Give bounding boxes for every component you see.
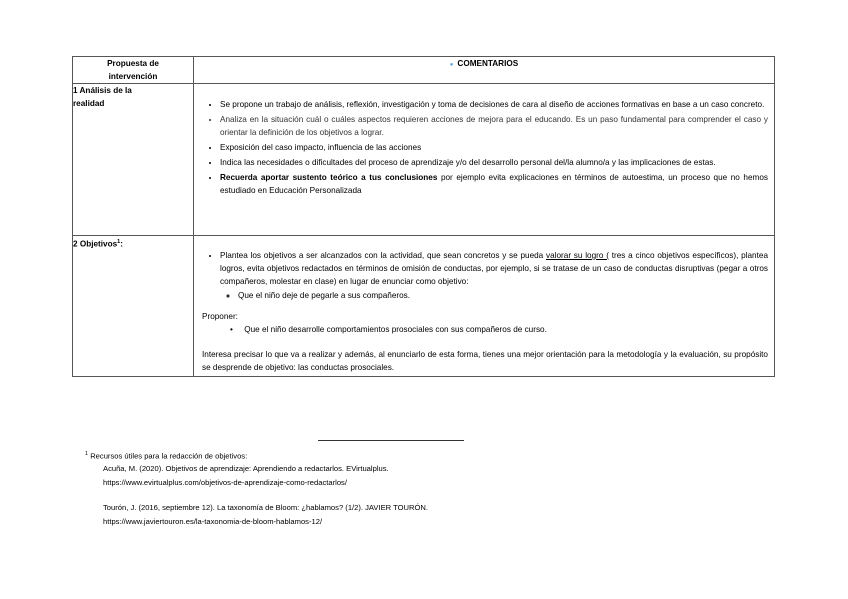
list-item	[220, 249, 768, 302]
objectives-text-post: tres a cinco objetivos específicos), plantea logros, evita objetivos redactados en términos de omisión de conductas, por ejemplo, si se tratase de un caso de conductas disruptivas (pegar a otros compañeros, molestar en clase) en lugar de enunciar como objetivo:	[220, 251, 768, 286]
table-row	[73, 84, 775, 236]
row2-label-cell	[73, 236, 194, 377]
row2-label-suffix: :	[120, 239, 123, 249]
list-item: • Indica las necesidades o dificultades del proceso de aprendizaje y/o del desarrollo personal del/la alumno/a y las implicaciones de estas.	[220, 156, 768, 169]
row1-comments-cell	[194, 84, 775, 236]
footnote-ref1-line2	[85, 476, 347, 489]
row2-bullet-list	[194, 249, 768, 302]
list-item	[220, 171, 768, 197]
footnote-intro	[85, 448, 247, 463]
header-proposal-line2: intervención	[108, 72, 158, 81]
proponer-item: • Que el niño desarrolle comportamientos prosociales con sus compañeros de curso.	[230, 325, 547, 334]
footnote-separator	[318, 440, 464, 441]
list-item: ◦ Que el niño deje de pegarle a sus compañeros.	[238, 289, 768, 302]
row2-comments-cell	[194, 236, 775, 377]
header-proposal-cell	[73, 57, 194, 84]
ref1-citation: Acuña, M. (2020). Objetivos de aprendizaje: Aprendiendo a redactarlos. EVirtualplus.	[103, 464, 389, 473]
sub-bullet-list	[220, 289, 768, 302]
row1-label-line2: realidad	[73, 99, 105, 108]
row1-bullet-list	[194, 98, 768, 197]
row1-label-line1: 1 Análisis de la	[73, 86, 132, 95]
ref2-link[interactable]: https://www.javiertouron.es/la-taxonomia-de-bloom-hablamos-12/	[103, 517, 323, 526]
header-proposal-line1: Propuesta de	[107, 59, 159, 68]
bullet-dot-icon: ●	[449, 62, 454, 68]
list-item: • Analiza en la situación cuál o cuáles aspectos requieren acciones de mejora para el educando. Es un paso fundamental para comprender el caso y orientar la definición de los objetivos a lograr.	[220, 113, 768, 139]
proponer-label: Proponer:	[202, 312, 238, 321]
footnote-ref1-line1	[85, 462, 389, 475]
proponer-item-text: Que el niño desarrolle comportamientos prosociales con sus compañeros de curso.	[244, 325, 547, 334]
objectives-text-pre: Plantea los objetivos a ser alcanzados con la actividad, que sean concretos y se pueda	[220, 251, 547, 260]
footnote-ref: 1	[117, 239, 121, 245]
objectives-underlined: valorar su logro (	[546, 251, 609, 260]
footnote-intro-text: Recursos útiles para la redacción de objetivos:	[90, 451, 248, 461]
list-item: • Exposición del caso impacto, influencia de las acciones	[220, 141, 768, 154]
row2-label: 2 Objetivos	[73, 239, 118, 249]
header-comments: COMENTARIOS	[457, 59, 519, 68]
row1-label-cell	[73, 84, 194, 236]
header-comments-cell	[194, 57, 775, 84]
table-row	[73, 236, 775, 377]
interesa-paragraph: Interesa precisar lo que va a realizar y además, al enunciarlo de esta forma, tienes una mejor orientación para la metodología y la evaluación, su propósito se desprende de objetivo: las conductas prosociales.	[202, 350, 768, 372]
reminder-text: por ejemplo evita explicaciones en términos de autoestima, un proceso que no hemos estudiado en Educación Personalizada	[220, 173, 768, 195]
list-item: • Se propone un trabajo de análisis, reflexión, investigación y toma de decisiones de cara al diseño de acciones formativas en base a un caso concreto.	[220, 98, 768, 111]
bold-reminder: Recuerda aportar sustento teórico a tus conclusiones	[220, 173, 438, 182]
footnote-ref2-line2	[85, 515, 322, 528]
footnote-ref2-line1	[85, 501, 428, 514]
table-header-row	[73, 57, 775, 84]
comments-table	[72, 56, 775, 377]
ref2-citation: Tourón, J. (2016, septiembre 12). La taxonomía de Bloom: ¿hablamos? (1/2). JAVIER TOURÓN.	[103, 503, 428, 512]
ref1-link[interactable]: https://www.evirtualplus.com/objetivos-de-aprendizaje-como-redactarlos/	[103, 478, 347, 487]
footnote-marker: 1	[85, 451, 89, 457]
